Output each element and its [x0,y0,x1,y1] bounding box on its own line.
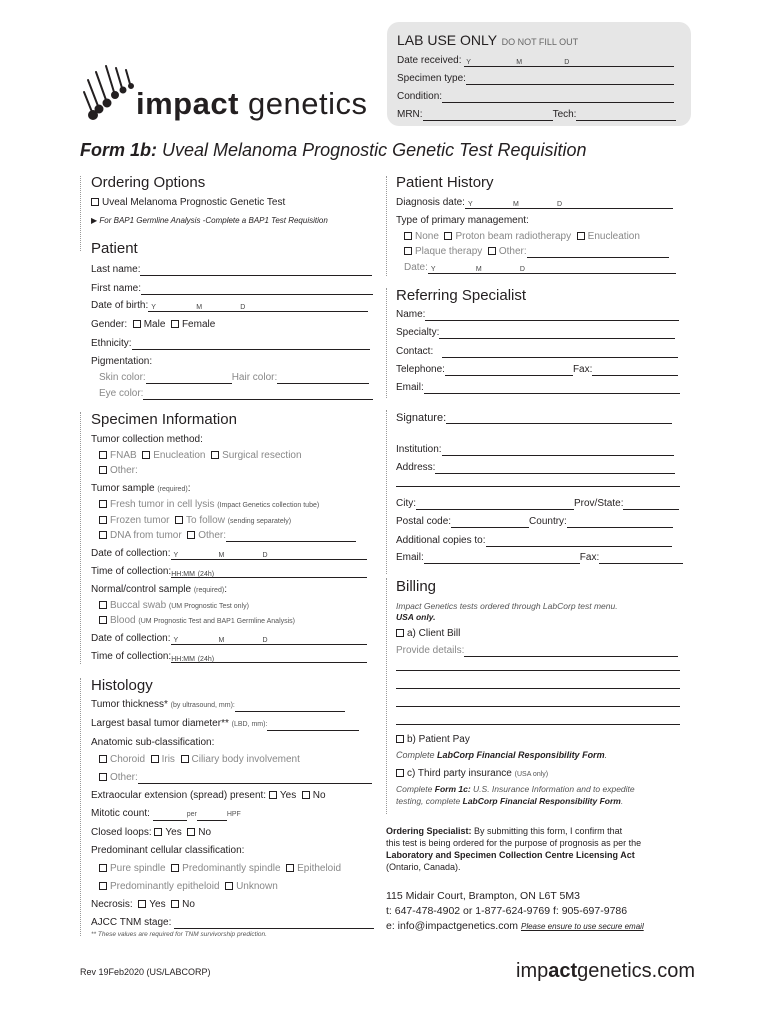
ethnicity-field[interactable] [132,340,370,350]
sample-other-field[interactable] [226,532,356,542]
buccal-checkbox[interactable] [99,601,107,609]
histology-footnote: ** These values are required for TNM survivorship prediction. [91,931,267,938]
city-field[interactable] [416,500,574,510]
contact-block [386,889,644,934]
patient-pay-row: b) Patient Pay [396,734,470,746]
anatomic-row: Choroid Iris Ciliary body involvement [99,754,300,766]
anatomic-other-field[interactable] [138,774,372,784]
billing-heading: Billing [396,578,437,595]
diagnosis-date-field[interactable]: Y M D [465,199,673,209]
management-date-field[interactable]: Y M D [428,264,676,274]
contact-phones: t: 647-478-4902 or 1-877-624-9769 f: 905-697-9786 [386,905,628,917]
lab-condition: Condition: [397,91,674,103]
form-title: Form 1b: Uveal Melanoma Prognostic Genetic Test Requisition [80,140,587,160]
anatomic-other-checkbox[interactable] [99,773,107,781]
mitotic-row: Mitotic count: per HPF [91,808,241,819]
email2-field[interactable] [424,554,580,564]
buccal-row: Buccal swab (UM Prognostic Test only) [99,600,249,613]
histology-heading: Histology [91,677,153,694]
dna-checkbox[interactable] [99,531,107,539]
ref-specialty-field[interactable] [439,329,675,339]
ordering-specialist-block: Ordering Specialist: By submitting this form, I confirm that this test is being ordered for the purpose of prognosis as per the Laboratory and Specimen Collection Centre Licensing Act (Ontario, Canada). [386,826,642,872]
tumor-sample-label: Tumor sample (required): [91,483,191,494]
last-name-field[interactable] [140,266,372,276]
lab-use-sub: DO NOT FILL OUT [501,37,579,47]
ref-telephone-field[interactable] [445,366,573,376]
frozen-tumor-checkbox[interactable] [99,516,107,524]
logo-word-genetics: genetics [238,86,368,121]
ref-specialty-row: Specialty: [396,327,675,339]
blood-checkbox[interactable] [99,616,107,624]
mgmt-other-field[interactable] [527,248,669,258]
ref-contact-row: Contact: [396,346,678,358]
pred-spindle-checkbox[interactable] [171,864,179,872]
ajcc-row: AJCC TNM stage: [91,917,374,929]
lab-mrn: MRN: Tech: [397,109,676,121]
date-collection-2-row: Date of collection: Y M D [91,633,367,645]
ordering-specialist-label: Ordering Specialist: [386,826,472,836]
copies-row: Additional copies to: [396,535,672,547]
normal-sample-label: Normal/control sample (required): [91,584,227,595]
pred-epi-checkbox[interactable] [99,882,107,890]
ref-email-field[interactable] [424,384,680,394]
choroid-checkbox[interactable] [99,755,107,763]
footer-brand: impactgenetics.com [516,960,695,982]
tumor-method-label: Tumor collection method: [91,434,203,445]
lab-date-received: Date received: Y M D [397,55,681,67]
lab-specimen-type: Specimen type: [397,73,674,85]
thickness-row: Tumor thickness* (by ultrasound, mm): [91,699,345,712]
specimen-heading: Specimen Information [91,411,237,428]
lab-condition-field[interactable] [442,93,674,103]
third-party-row: c) Third party insurance (USA only) [396,768,548,781]
ref-name-field[interactable] [425,311,679,321]
postal-field[interactable] [451,518,529,528]
contact-address: 115 Midair Court, Brampton, ON L6T 5M3 [386,890,580,902]
date-collection-2-field[interactable]: Y M D [171,635,367,645]
institution-row: Institution: [396,444,674,456]
ref-contact-field[interactable] [442,348,678,358]
mitotic-field[interactable] [153,811,187,821]
first-name-row: First name: [91,283,373,295]
pigmentation-label: Pigmentation: [91,356,153,367]
triangle-right-icon: ▶ [91,216,98,225]
anatomic-label: Anatomic sub-classification: [91,737,215,748]
unknown-checkbox[interactable] [225,882,233,890]
predominant-row-1: Pure spindle Predominantly spindle Epitheloid [99,863,341,875]
extraocular-row: Extraocular extension (spread) present: Yes No [91,790,326,801]
closed-loops-row: Closed loops: Yes No [91,827,212,838]
fresh-tumor-checkbox[interactable] [99,500,107,508]
email2-row: Email: Fax: [396,552,683,564]
loops-yes-checkbox[interactable] [154,828,162,836]
necrosis-yes-checkbox[interactable] [138,900,146,908]
time-collection-field[interactable]: HH:MM (24h) [171,568,367,578]
plaque-checkbox[interactable] [404,247,412,255]
ordering-option-row: Uveal Melanoma Prognostic Genetic Test [91,197,285,209]
address-line-2[interactable] [396,486,680,487]
third-party-note-2: testing, complete LabCorp Financial Responsibility Form. [396,796,624,806]
method-row: FNAB Enucleation Surgical resection [99,450,302,462]
uveal-test-checkbox[interactable] [91,198,99,206]
epithelioid-checkbox[interactable] [286,864,294,872]
extra-yes-checkbox[interactable] [269,791,277,799]
ciliary-checkbox[interactable] [181,755,189,763]
details-line-5[interactable] [396,724,680,725]
dob-field[interactable]: Y M D [148,302,368,312]
sample-other-checkbox[interactable] [187,531,195,539]
management-label: Type of primary management: [396,215,529,226]
ref-email-row: Email: [396,382,680,394]
referring-heading: Referring Specialist [396,287,527,304]
fnab-checkbox[interactable] [99,451,107,459]
predominant-row-2: Predominantly epitheloid Unknown [99,881,278,893]
skin-hair-row: Skin color: Hair color: [99,372,369,384]
company-logo [78,62,368,132]
prov-field[interactable] [623,500,679,510]
signature-field[interactable] [446,414,672,424]
diameter-row: Largest basal tumor diameter** (LBD, mm): [91,718,359,731]
lab-use-only-box [387,22,691,126]
lab-mrn-field[interactable] [423,111,553,121]
first-name-field[interactable] [141,285,373,295]
anatomic-other-row: Other: [99,772,372,784]
fresh-row: Fresh tumor in cell lysis (Impact Genetics collection tube) [99,499,319,512]
dna-row: DNA from tumor Other: [99,530,356,542]
third-party-checkbox[interactable] [396,769,404,777]
details-line-3[interactable] [396,688,680,689]
hair-color-field[interactable] [277,374,369,384]
secure-email-note: Please ensure to use secure email [520,922,644,931]
patient-heading: Patient [91,240,138,257]
last-name-row: Last name: [91,264,372,276]
diagnosis-date-row: Diagnosis date: Y M D [396,197,673,209]
proton-checkbox[interactable] [444,232,452,240]
to-follow-checkbox[interactable] [175,516,183,524]
ajcc-field[interactable] [174,919,374,929]
signature-row: Signature: [396,412,672,424]
none-checkbox[interactable] [404,232,412,240]
client-bill-checkbox[interactable] [396,629,404,637]
date-collection-field[interactable]: Y M D [171,550,367,560]
logo-word-impact: impact [136,86,239,121]
time-collection-2-field[interactable]: HH:MM (24h) [171,653,367,663]
skin-color-field[interactable] [146,374,232,384]
management-date-row: Date: Y M D [404,262,676,274]
address-row: Address: [396,462,675,474]
fax2-field[interactable] [599,554,683,564]
lab-use-title: LAB USE ONLY [397,32,498,48]
logo-mark-icon [78,62,140,122]
management-row-1: None Proton beam radiotherapy Enucleation [404,231,640,243]
revision-label: Rev 19Feb2020 (US/LABCORP) [80,967,211,977]
predominant-label: Predominant cellular classification: [91,845,245,856]
hist-enucleation-checkbox[interactable] [577,232,585,240]
ref-telephone-row: Telephone: Fax: [396,364,678,376]
lab-tech-field[interactable] [576,111,676,121]
loops-no-checkbox[interactable] [187,828,195,836]
country-field[interactable] [567,518,673,528]
surgical-checkbox[interactable] [211,451,219,459]
female-checkbox[interactable] [171,320,179,328]
time-collection-2-row: Time of collection:HH:MM (24h) [91,651,367,663]
male-checkbox[interactable] [133,320,141,328]
lab-specimen-type-field[interactable] [466,75,674,85]
frozen-row: Frozen tumor To follow (sending separately) [99,515,291,528]
time-collection-row: Time of collection:HH:MM (24h) [91,566,367,578]
contact-email[interactable]: e: info@impactgenetics.com [386,920,519,932]
mitotic-per-field[interactable] [197,811,227,821]
address-field[interactable] [435,464,675,474]
ethnicity-row: Ethnicity: [91,338,370,350]
necrosis-row: Necrosis: Yes No [91,899,195,910]
gender-row: Gender: Male Female [91,319,216,330]
city-row: City: Prov/State: [396,498,679,510]
details-line-2[interactable] [396,670,680,671]
ref-fax-field[interactable] [592,366,678,376]
ordering-options-heading: Ordering Options [91,174,206,191]
thickness-field[interactable] [235,702,345,712]
enucleation-checkbox[interactable] [142,451,150,459]
third-party-note-1: Complete Form 1c: U.S. Insurance Information and to expedite [396,784,635,794]
mgmt-other-checkbox[interactable] [488,247,496,255]
method-other-row: Other: [99,465,138,477]
details-line-4[interactable] [396,706,680,707]
patient-pay-checkbox[interactable] [396,735,404,743]
postal-row: Postal code: Country: [396,516,673,528]
method-other-checkbox[interactable] [99,466,107,474]
dob-row: Date of birth: Y M D [91,300,368,312]
diameter-field[interactable] [267,721,359,731]
date-collection-row: Date of collection: Y M D [91,548,367,560]
bap1-note: ▶ For BAP1 Germline Analysis -Complete a BAP1 Test Requisition [91,216,328,225]
patient-pay-note: Complete LabCorp Financial Responsibility Form. [396,750,608,760]
eye-row: Eye color: [99,388,373,400]
extra-no-checkbox[interactable] [302,791,310,799]
pure-spindle-checkbox[interactable] [99,864,107,872]
institution-field[interactable] [442,446,674,456]
ref-name-row: Name: [396,309,679,321]
blood-row: Blood (UM Prognostic Test and BAP1 Germline Analysis) [99,615,295,628]
provide-details-row: Provide details: [396,645,678,657]
patient-history-heading: Patient History [396,174,494,191]
client-bill-row: a) Client Bill [396,628,460,640]
lab-date-received-field[interactable]: Y M D [464,57,674,67]
management-row-2: Plaque therapy Other: [404,246,669,258]
necrosis-no-checkbox[interactable] [171,900,179,908]
eye-color-field[interactable] [143,390,373,400]
provide-details-field[interactable] [464,647,678,657]
copies-field[interactable] [486,537,672,547]
billing-note-2: USA only. [396,612,436,622]
iris-checkbox[interactable] [151,755,159,763]
billing-note-1: Impact Genetics tests ordered through LabCorp test menu. [396,601,618,611]
